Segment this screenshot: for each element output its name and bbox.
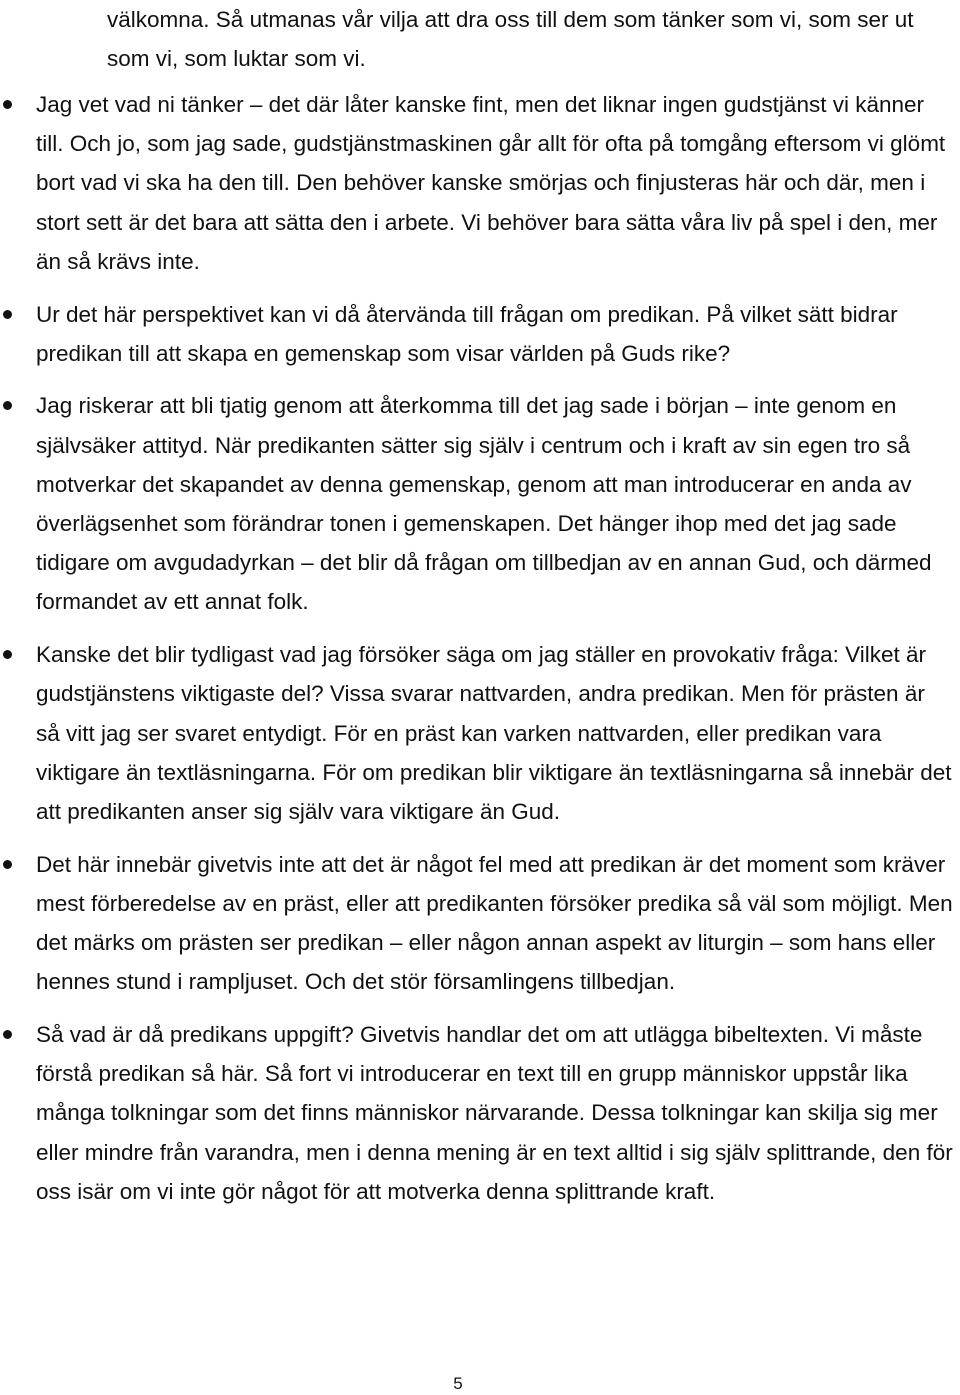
bullet-text: Jag vet vad ni tänker – det där låter kanske fint, men det liknar ingen gudstjänst vi känner till. Och jo, som jag sade, gudstjänstmaskinen går allt för ofta på tomgång eftersom vi glömt bort vad vi ska ha den till. Den behöver kanske smörjas och finjusteras här och där, men i stort sett är det bara att sätta den i arbete. Vi behöver bara sätta våra liv på spel i den, mer än så krävs inte. xyxy=(36,92,946,274)
continuation-paragraph: välkomna. Så utmanas vår vilja att dra oss till dem som tänker som vi, som ser ut som vi, som luktar som vi. xyxy=(107,7,914,71)
bullet-icon xyxy=(3,1030,12,1039)
bullet-text: Så vad är då predikans uppgift? Givetvis handlar det om att utlägga bibeltexten. Vi måste förstå predikan så här. Så fort vi introducerar en text till en grupp människor uppstår lika många tolkningar som det finns människor närvarande. Dessa tolkningar kan skilja sig mer eller mindre från varandra, men i denna mening är en text alltid i sig själv splittrande, den för oss isär om vi inte gör något för att motverka denna splittrande kraft. xyxy=(36,1021,953,1204)
bullet-item xyxy=(0,1015,960,1211)
bullet-text: Jag riskerar att bli tjatig genom att återkomma till det jag sade i början – inte genom en självsäker attityd. När predikanten sätter sig själv i centrum och i kraft av sin egen tro så motverkar det skapandet av denna gemenskap, genom att man introducerar en anda av överlägsenhet som förändrar tonen i gemenskapen. Det hänger ihop med det jag sade tidigare om avgudadyrkan – det blir då frågan om tillbedjan av en annan Gud, och därmed formandet av ett annat folk. xyxy=(36,393,932,615)
bullet-item xyxy=(0,635,960,831)
bullet-icon xyxy=(3,100,12,109)
page-number: 5 xyxy=(453,1374,463,1393)
bullet-icon xyxy=(3,650,12,659)
bullet-text: Kanske det blir tydligast vad jag försöker säga om jag ställer en provokativ fråga: Vilket är gudstjänstens viktigaste del? Vissa svarar nattvarden, andra predikan. Men för prästen är så vitt jag ser svaret entydigt. För en präst kan varken nattvarden, eller predikan vara viktigare än textläsningarna. För om predikan blir viktigare än textläsningarna så innebär det att predikanten anser sig själv vara viktigare än Gud. xyxy=(36,642,952,824)
bullet-item xyxy=(0,386,960,621)
bullet-icon xyxy=(3,860,12,869)
bullet-list xyxy=(0,85,960,1224)
bullet-item xyxy=(0,295,960,373)
bullet-text: Ur det här perspektivet kan vi då återvända till frågan om predikan. På vilket sätt bidrar predikan till att skapa en gemenskap som visar världen på Guds rike? xyxy=(36,301,898,366)
bullet-item xyxy=(0,85,960,281)
bullet-text: Det här innebär givetvis inte att det är något fel med att predikan är det moment som kräver mest förberedelse av en präst, eller att predikanten försöker predika så väl som möjligt. Men det märks om prästen ser predikan – eller någon annan aspekt av liturgin – som hans eller hennes stund i rampljuset. Och det stör församlingens tillbedjan. xyxy=(36,851,953,995)
bullet-icon xyxy=(3,401,12,410)
bullet-item xyxy=(0,845,960,1002)
bullet-icon xyxy=(3,310,12,319)
